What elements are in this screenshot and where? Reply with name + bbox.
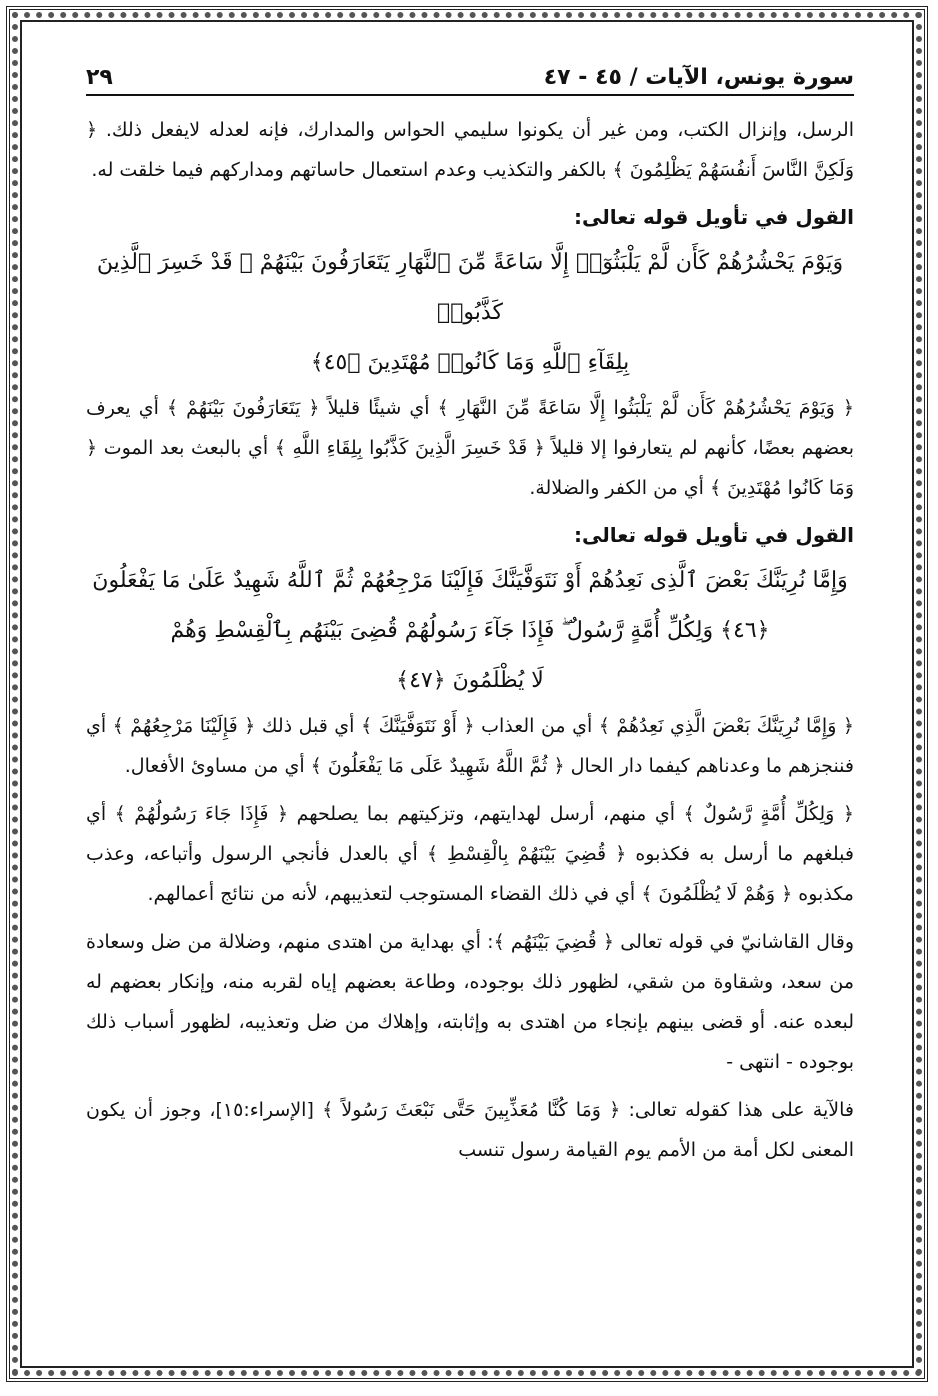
verse-46-line-1: وَإِمَّا نُرِيَنَّكَ بَعْضَ ٱلَّذِى نَعِدُهُمْ أَوْ نَتَوَفَّيَنَّكَ فَإِلَيْنَا مَرْجِعُهُمْ ثُمَّ ٱللَّهُ شَهِيدٌ عَلَىٰ مَا يَفْعَلُونَ <box>92 568 848 593</box>
section-heading-1: القول في تأويل قوله تعالى: <box>574 205 854 229</box>
verse-46-47-line-2: ﴿٤٦﴾ وَلِكُلِّ أُمَّةٍ رَّسُولٌ ۖ فَإِذَا جَآءَ رَسُولُهُمْ قُضِىَ بَيْنَهُم بِٱلْقِسْطِ وَهُمْ <box>170 618 770 643</box>
verse-45-line-2: بِلِقَآءِ ٱللَّهِ وَمَا كَانُوا۟ مُهْتَدِينَ ﴿٤٥﴾ <box>310 350 630 375</box>
page-content <box>86 54 854 1178</box>
commentary-verse-45: ﴿ وَيَوْمَ يَحْشُرُهُمْ كَأَن لَّمْ يَلْبَثُوا إِلَّا سَاعَةً مِّنَ النَّهَارِ ﴾ أي شيئًا قليلاً ﴿ يَتَعَارَفُونَ بَيْنَهُمْ ﴾ أي يعرف بعضهم بعضًا، كأنهم لم يتعارفوا إلا قليلاً ﴿ قَدْ خَسِرَ الَّذِينَ كَذَّبُوا بِلِقَاءِ اللَّهِ ﴾ أي بالبعث بعد الموت ﴿ وَمَا كَانُوا مُهْتَدِينَ ﴾ أي من الكفر والضلالة. <box>86 397 854 499</box>
running-header <box>86 54 854 96</box>
verse-45-line-1: وَيَوْمَ يَحْشُرُهُمْ كَأَن لَّمْ يَلْبَثُوٓا۟ إِلَّا سَاعَةً مِّنَ ٱلنَّهَارِ يَتَعَارَفُونَ بَيْنَهُمْ ۚ قَدْ خَسِرَ ٱلَّذِينَ كَذَّبُوا۟ <box>96 250 844 325</box>
paragraph-intro: الرسل، وإنزال الكتب، ومن غير أن يكونوا سليمي الحواس والمدارك، فإنه لعدله لايفعل ذلك. ﴿ وَلَكِنَّ النَّاسَ أَنفُسَهُمْ يَظْلِمُونَ ﴾ بالكفر والتكذيب وعدم استعمال حاساتهم ومداركهم فيما خلقت له. <box>86 119 854 181</box>
commentary-qashani: وقال القاشانيّ في قوله تعالى ﴿ قُضِيَ بَيْنَهُم ﴾: أي بهداية من اهتدى منهم، وضلالة من ضل وسعادة من سعد، وشقاوة من شقي، لظهور ذلك بوجوده، وطاعة بعضهم إياه لقربه منه، وإنكار بعضهم له لبعده عنه. أو قضى بينهم بإنجاء من اهتدى به وإثابته، وإهلاك من ضل وتعذيبه، لظهور أسباب ذلك بوجوده - انتهى - <box>86 931 854 1073</box>
commentary-isra: فالآية على هذا كقوله تعالى: ﴿ وَمَا كُنَّا مُعَذِّبِينَ حَتَّى نَبْعَثَ رَسُولاً ﴾ [الإسراء:١٥]، وجوز أن يكون المعنى لكل أمة من الأمم يوم القيامة رسول تنسب <box>86 1099 854 1161</box>
commentary-verse-47: ﴿ وَلِكُلِّ أُمَّةٍ رَّسُولٌ ﴾ أي منهم، أرسل لهدايتهم، وتزكيتهم بما يصلحهم ﴿ فَإِذَا جَاءَ رَسُولُهُمْ ﴾ أي فبلغهم ما أرسل به فكذبوه ﴿ قُضِيَ بَيْنَهُمْ بِالْقِسْطِ ﴾ أي بالعدل فأنجي الرسول وأتباعه، وعذب مكذبوه ﴿ وَهُمْ لَا يُظْلَمُونَ ﴾ أي في ذلك القضاء المستوجب لتعذيبهم، لأنه من نتائج أعمالهم. <box>86 803 854 905</box>
page-number: ٢٩ <box>86 65 113 90</box>
header-title: سورة يونس، الآيات / ٤٥ - ٤٧ <box>543 65 854 90</box>
section-heading-2: القول في تأويل قوله تعالى: <box>574 523 854 547</box>
verse-47-line-3: لَا يُظْلَمُونَ ﴿٤٧﴾ <box>396 668 544 693</box>
commentary-verse-46: ﴿ وَإِمَّا نُرِيَنَّكَ بَعْضَ الَّذِي نَعِدُهُمْ ﴾ أي من العذاب ﴿ أَوْ نَتَوَفَّيَنَّكَ ﴾ أي قبل ذلك ﴿ فَإِلَيْنَا مَرْجِعُهُمْ ﴾ أي فننجزهم ما وعدناهم كيفما دار الحال ﴿ ثُمَّ اللَّهُ شَهِيدٌ عَلَى مَا يَفْعَلُونَ ﴾ أي من مساوئ الأفعال. <box>86 715 854 777</box>
